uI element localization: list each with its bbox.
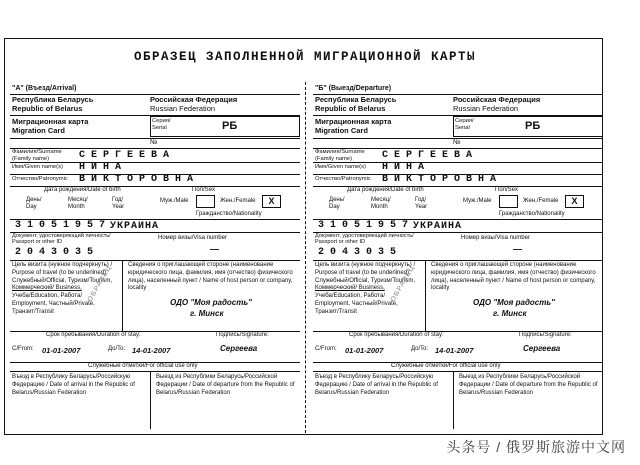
letter-cell: И <box>393 174 400 185</box>
given-name-letters <box>379 162 427 174</box>
letter-cell: Е <box>126 150 133 161</box>
letter-cell: В <box>162 174 169 185</box>
letter-cell: 1 <box>26 220 33 231</box>
to-label: До/To: <box>411 346 429 352</box>
letter-cell: Н <box>78 162 85 173</box>
letter-cell: 7 <box>98 220 105 231</box>
letter-cell: 3 <box>74 247 81 258</box>
series-label: Серия/ Serial <box>152 118 171 131</box>
host-label: Сведения о приглашающей стороне (наименование юридического лица, фамилия, имя (отчество) физического лица), населенный пункт / Name of host person or company, locality <box>128 262 293 292</box>
letter-cell: А <box>417 162 424 173</box>
letter-cell: 4 <box>341 247 348 258</box>
country-left-ru: Республика Беларусь <box>315 95 397 104</box>
male-checkbox[interactable] <box>499 195 518 208</box>
country-left-en: Republic of Belarus <box>12 104 83 113</box>
sex-label: Пол/Sex <box>495 187 519 193</box>
letter-cell: И <box>393 162 400 173</box>
series-value: РБ <box>222 120 238 132</box>
card-divider <box>305 82 306 433</box>
letter-cell: Е <box>138 150 145 161</box>
letter-cell: В <box>453 150 460 161</box>
year-label: Год/ Year <box>112 197 125 210</box>
letter-cell: А <box>186 174 193 185</box>
country-right-ru: Российская Федерация <box>453 95 541 104</box>
letter-cell: 3 <box>14 220 21 231</box>
country-right-en: Russian Federation <box>150 104 216 113</box>
letter-cell: 9 <box>377 220 384 231</box>
card-header: "А" (Въезд/Arrival) <box>12 85 77 92</box>
purpose-block <box>315 262 421 317</box>
letter-cell: О <box>429 174 436 185</box>
letter-cell: 5 <box>353 220 360 231</box>
signature-value: Сергеева <box>523 344 561 353</box>
number-label: № <box>453 139 461 146</box>
letter-cell: О <box>150 174 157 185</box>
letter-cell: В <box>465 174 472 185</box>
letter-cell: 0 <box>62 247 69 258</box>
nationality-value: УКРАИНА <box>110 221 160 232</box>
from-label: С/From: <box>315 346 337 352</box>
letter-cell: Т <box>114 174 121 185</box>
female-checkbox[interactable]: X <box>565 195 584 208</box>
sample-seal: ОБРАЗЕЦ <box>86 264 114 304</box>
letter-cell: 5 <box>50 220 57 231</box>
exit-text: Выезд из Республики Беларусь/Российской Федерации / Date of departure from the Republic of Belarus/Russian Federation <box>459 374 598 396</box>
letter-cell: А <box>465 150 472 161</box>
letter-cell: 5 <box>389 247 396 258</box>
letter-cell: И <box>90 174 97 185</box>
visa-value: — <box>210 244 219 254</box>
purpose-rest: Учеба/Education, Работа/ Employment, Частный/Private, Транзит/Transit <box>12 293 95 315</box>
letter-cell: Р <box>405 150 412 161</box>
country-left-ru: Республика Беларусь <box>12 95 94 104</box>
year-label: Год/ Year <box>415 197 428 210</box>
letter-cell: 5 <box>389 220 396 231</box>
letter-cell: 4 <box>38 247 45 258</box>
dob-label: Дата рождения/Date of birth <box>44 187 121 193</box>
letter-cell: 7 <box>401 220 408 231</box>
letter-cell: Е <box>429 150 436 161</box>
letter-cell: В <box>78 174 85 185</box>
from-value: 01-01-2007 <box>345 346 384 355</box>
letter-cell: 3 <box>377 247 384 258</box>
letter-cell: Е <box>90 150 97 161</box>
purpose-business[interactable]: Коммерческий/ Business, <box>12 285 82 292</box>
given-name-label: Имя/Given name(s) <box>315 164 366 170</box>
dob-digits <box>315 220 411 232</box>
given-name-letters <box>76 162 124 174</box>
letter-cell: 9 <box>74 220 81 231</box>
id-doc-label: Документ, удостоверяющий личность/ Passport or other ID <box>315 233 414 246</box>
patronymic-label: Отчество/Patronymic <box>315 176 371 182</box>
number-label: № <box>150 139 158 146</box>
nationality-label: Гражданство/Nationality <box>499 211 565 217</box>
purpose-business[interactable]: Коммерческий/ Business, <box>315 285 385 292</box>
watermark-text: 头条号 / 俄罗斯旅游中文网 <box>446 439 626 455</box>
month-label: Месяц/ Month <box>371 197 391 210</box>
migration-card-arrival <box>10 84 300 429</box>
migration-card-departure <box>313 84 603 429</box>
series-value: РБ <box>525 120 541 132</box>
letter-cell: 0 <box>329 247 336 258</box>
female-label: Жен./Female <box>523 198 559 204</box>
letter-cell: Р <box>441 174 448 185</box>
letter-cell: О <box>126 174 133 185</box>
purpose-text: Цель визита (нужное подчеркнуть) / Purpose of travel (to be underlined): Служебный/Official, Туризм/Tourism, <box>12 262 113 284</box>
purpose-block <box>12 262 118 317</box>
letter-cell: Н <box>477 174 484 185</box>
sex-label: Пол/Sex <box>192 187 216 193</box>
surname-label: Фамилия/Surname (Family name) <box>315 149 365 162</box>
letter-cell: 5 <box>86 247 93 258</box>
official-use-label: Служебные отметки/For official use only <box>88 363 198 369</box>
male-label: Муж./Male <box>160 198 189 204</box>
from-label: С/From: <box>12 346 34 352</box>
country-right-en: Russian Federation <box>453 104 519 113</box>
letter-cell: А <box>162 150 169 161</box>
letter-cell: 0 <box>26 247 33 258</box>
nationality-value: УКРАИНА <box>413 221 463 232</box>
stay-label: Срок пребывания/Duration of stay: <box>349 332 444 338</box>
surname-label: Фамилия/Surname (Family name) <box>12 149 62 162</box>
letter-cell: О <box>453 174 460 185</box>
exit-text: Выезд из Республики Беларусь/Российской Федерации / Date of departure from the Republic of Belarus/Russian Federation <box>156 374 295 396</box>
letter-cell: Г <box>114 150 121 161</box>
purpose-text: Цель визита (нужное подчеркнуть) / Purpose of travel (to be underlined): Служебный/Official, Туризм/Tourism, <box>315 262 416 284</box>
letter-cell: 0 <box>365 247 372 258</box>
host-company: ОДО "Моя радость" <box>473 298 555 307</box>
signature-label: Подпись/Signature: <box>216 332 269 338</box>
letter-cell: В <box>150 150 157 161</box>
letter-cell: А <box>114 162 121 173</box>
letter-cell: С <box>78 150 85 161</box>
patronymic-letters <box>379 174 499 186</box>
host-city: г. Минск <box>493 309 527 318</box>
id-doc-value <box>315 247 399 259</box>
id-doc-label: Документ, удостоверяющий личность/ Passport or other ID <box>12 233 111 246</box>
letter-cell: К <box>102 174 109 185</box>
letter-cell: 2 <box>317 247 324 258</box>
letter-cell: Е <box>393 150 400 161</box>
patronymic-label: Отчество/Patronymic <box>12 176 68 182</box>
letter-cell: Е <box>441 150 448 161</box>
letter-cell: К <box>405 174 412 185</box>
purpose-rest: Учеба/Education, Работа/ Employment, Частный/Private, Транзит/Transit <box>315 293 398 315</box>
series-label: Серия/ Serial <box>455 118 474 131</box>
letter-cell: 1 <box>365 220 372 231</box>
letter-cell: 2 <box>14 247 21 258</box>
letter-cell: 0 <box>38 220 45 231</box>
letter-cell: 1 <box>62 220 69 231</box>
stay-label: Срок пребывания/Duration of stay: <box>46 332 141 338</box>
given-name-label: Имя/Given name(s) <box>12 164 63 170</box>
letter-cell: И <box>90 162 97 173</box>
signature-label: Подпись/Signature: <box>519 332 572 338</box>
letter-cell: Г <box>417 150 424 161</box>
letter-cell: 0 <box>341 220 348 231</box>
patronymic-letters <box>76 174 196 186</box>
card-title-en: Migration Card <box>12 126 65 135</box>
day-label: День/ Day <box>26 197 42 210</box>
host-label: Сведения о приглашающей стороне (наименование юридического лица, фамилия, имя (отчество) физического лица), населенный пункт / Name of host person or company, locality <box>431 262 596 292</box>
letter-cell: А <box>489 174 496 185</box>
letter-cell: Р <box>102 150 109 161</box>
letter-cell: Р <box>138 174 145 185</box>
document-title: ОБРАЗЕЦ ЗАПОЛНЕННОЙ МИГРАЦИОННОЙ КАРТЫ <box>133 50 477 64</box>
host-company: ОДО "Моя радость" <box>170 298 252 307</box>
visa-label: Номер визы/Visa number <box>158 235 227 241</box>
male-checkbox[interactable] <box>196 195 215 208</box>
month-label: Месяц/ Month <box>68 197 88 210</box>
official-use-label: Служебные отметки/For official use only <box>391 363 501 369</box>
signature-value: Сергеева <box>220 344 258 353</box>
letter-cell: Т <box>417 174 424 185</box>
letter-cell: 5 <box>86 220 93 231</box>
letter-cell: 1 <box>329 220 336 231</box>
visa-value: — <box>513 244 522 254</box>
country-right-ru: Российская Федерация <box>150 95 238 104</box>
visa-label: Номер визы/Visa number <box>461 235 530 241</box>
letter-cell: С <box>381 150 388 161</box>
to-value: 14-01-2007 <box>132 346 171 355</box>
letter-cell: Н <box>405 162 412 173</box>
letter-cell: Н <box>102 162 109 173</box>
host-city: г. Минск <box>190 309 224 318</box>
surname-letters <box>76 150 172 162</box>
card-header: "Б" (Выезд/Departure) <box>315 85 392 92</box>
card-title-en: Migration Card <box>315 126 368 135</box>
entry-text: Въезд в Республику Беларусь/Российскую Федерацию / Date of arrival in the Republic of Belarus/Russian Federation <box>12 374 135 396</box>
from-value: 01-01-2007 <box>42 346 81 355</box>
surname-letters <box>379 150 475 162</box>
entry-text: Въезд в Республику Беларусь/Российскую Федерацию / Date of arrival in the Republic of Belarus/Russian Federation <box>315 374 438 396</box>
country-left-en: Republic of Belarus <box>315 104 386 113</box>
letter-cell: Н <box>174 174 181 185</box>
sample-seal: ОБРАЗЕЦ <box>389 264 417 304</box>
card-title-ru: Миграционная карта <box>12 117 89 126</box>
dob-digits <box>12 220 108 232</box>
id-doc-value <box>12 247 96 259</box>
letter-cell: 3 <box>50 247 57 258</box>
letter-cell: Н <box>381 162 388 173</box>
to-value: 14-01-2007 <box>435 346 474 355</box>
nationality-label: Гражданство/Nationality <box>196 211 262 217</box>
dob-label: Дата рождения/Date of birth <box>347 187 424 193</box>
day-label: День/ Day <box>329 197 345 210</box>
female-checkbox[interactable]: X <box>262 195 281 208</box>
female-label: Жен./Female <box>220 198 256 204</box>
male-label: Муж./Male <box>463 198 492 204</box>
letter-cell: В <box>381 174 388 185</box>
to-label: До/To: <box>108 346 126 352</box>
letter-cell: 3 <box>353 247 360 258</box>
card-title-ru: Миграционная карта <box>315 117 392 126</box>
letter-cell: 3 <box>317 220 324 231</box>
